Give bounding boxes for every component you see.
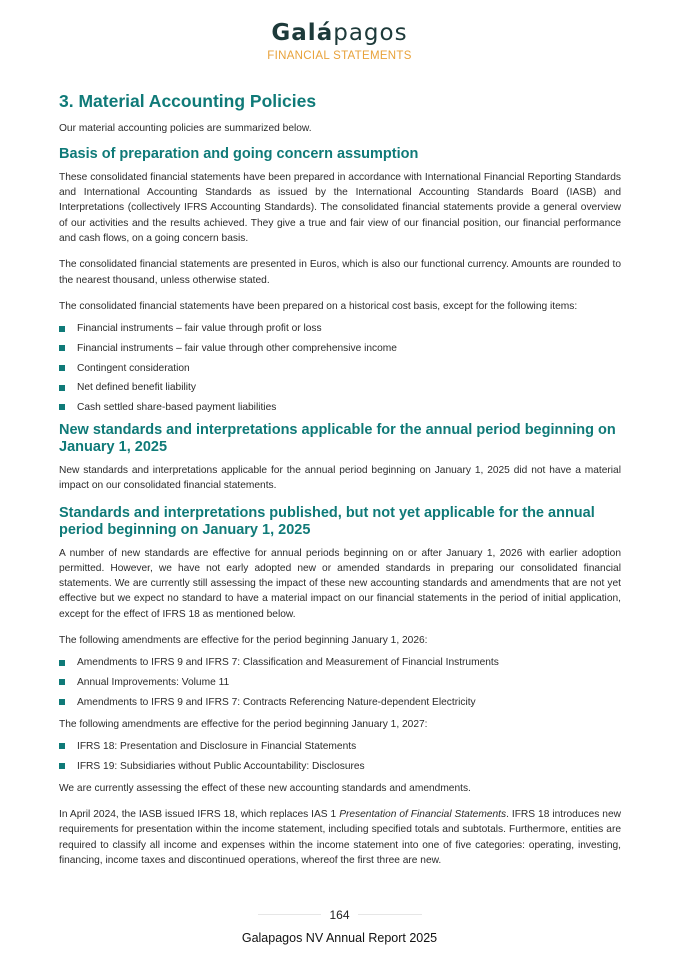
square-bullet-icon [59,345,65,351]
basis-paragraph-3: The consolidated financial statements have been prepared on a historical cost basis, except for the following items: [59,300,578,312]
list-item [59,760,621,773]
square-bullet-icon [59,326,65,332]
ifrs18-text-start: In April 2024, the IASB issued IFRS 18, which replaces IAS 1 [59,808,340,820]
list-item-text: Amendments to IFRS 9 and IFRS 7: Contracts Referencing Nature-dependent Electricity [77,696,476,708]
basis-paragraph-2: The consolidated financial statements are presented in Euros, which is also our functional currency. Amounts are rounded to the nearest thousand, unless otherwise stated. [59,259,621,286]
published-standards-paragraph-1: A number of new standards are effective for annual periods beginning on or after January 1, 2026 with earlier adoption permitted. However, we have not early adopted new or amended standards in preparing our consolidated financial statements. We are currently still assessing the impact of these new accounting standards and amendments that are not yet effective but we expect no standard to have a material impact on our financial statements in the period of initial application, except for the effect of IFRS 18 as mentioned below. [59,547,621,620]
new-standards-heading: New standards and interpretations applicable for the annual period beginning on January 1, 2025 [59,421,616,456]
list-item-text: Financial instruments – fair value through profit or loss [77,323,322,335]
amendments-2027-list [59,740,621,773]
page-title: 3. Material Accounting Policies [59,91,317,111]
galapagos-logo [0,18,679,48]
published-standards-paragraph-3: The following amendments are effective for the period beginning January 1, 2027: [59,718,428,730]
historical-cost-exceptions-list [59,322,621,414]
square-bullet-icon [59,385,65,391]
logo-bold-text: Galá [271,20,334,46]
published-standards-paragraph-5 [59,807,621,868]
page-number: 164 [321,907,357,923]
page-header [0,18,679,62]
list-item [59,342,621,355]
list-item [59,362,621,375]
logo-light-text: pagos [333,20,408,46]
square-bullet-icon [59,699,65,705]
intro-paragraph: Our material accounting policies are summarized below. [59,123,312,134]
list-item-text: Net defined benefit liability [77,382,196,394]
square-bullet-icon [59,365,65,371]
new-standards-paragraph: New standards and interpretations applicable for the annual period beginning on January 1, 2025 did not have a material impact on our consolidated financial statements. [59,464,621,492]
list-item-text: IFRS 18: Presentation and Disclosure in Financial Statements [77,740,357,752]
square-bullet-icon [59,404,65,410]
list-item-text: Financial instruments – fair value through other comprehensive income [77,342,397,354]
list-item [59,676,621,689]
basis-paragraph-1: These consolidated financial statements have been prepared in accordance with International Financial Reporting Standards and International Accounting Standards as issued by the International Accounting Standards Board (IASB) and Interpretations (collectively IFRS Accounting Standards). The consolidated financial statements provide a general overview of our activities and the results achieved. They give a true and fair view of our financial position, our financial performance and cash flows, on a going concern basis. [59,171,621,244]
square-bullet-icon [59,743,65,749]
list-item [59,696,621,709]
list-item [59,322,621,335]
list-item [59,656,621,669]
list-item-text: Annual Improvements: Volume 11 [77,676,230,688]
square-bullet-icon [59,679,65,685]
amendments-2026-list [59,656,621,708]
section-label: FINANCIAL STATEMENTS [267,50,412,62]
main-content [59,90,621,879]
ifrs18-italic-title: Presentation of Financial Statements [339,808,507,820]
basis-heading: Basis of preparation and going concern assumption [59,146,419,163]
ifrs18-text-end: . IFRS 18 introduces new requirements for presentation within the income statement, including specified totals and subtotals. Furthermore, entities are required to classify all income and expenses within the income statement into one of five categories: operating, investing, financing, income taxes and discontinued operations, whereof the first three are new. [59,808,621,866]
list-item [59,740,621,753]
square-bullet-icon [59,763,65,769]
report-title: Galapagos NV Annual Report 2025 [241,931,438,945]
square-bullet-icon [59,660,65,666]
page-footer [0,906,679,946]
list-item-text: IFRS 19: Subsidiaries without Public Accountability: Disclosures [77,760,365,772]
list-item [59,381,621,394]
published-standards-heading: Standards and interpretations published, but not yet applicable for the annual period beginning on January 1, 2025 [59,504,595,539]
published-standards-paragraph-2: The following amendments are effective for the period beginning January 1, 2026: [59,635,428,646]
list-item-text: Amendments to IFRS 9 and IFRS 7: Classification and Measurement of Financial Instruments [77,657,499,669]
list-item-text: Cash settled share-based payment liabilities [77,401,277,413]
list-item-text: Contingent consideration [77,362,190,374]
published-standards-paragraph-4: We are currently assessing the effect of these new accounting standards and amendments. [59,782,471,794]
list-item [59,401,621,414]
